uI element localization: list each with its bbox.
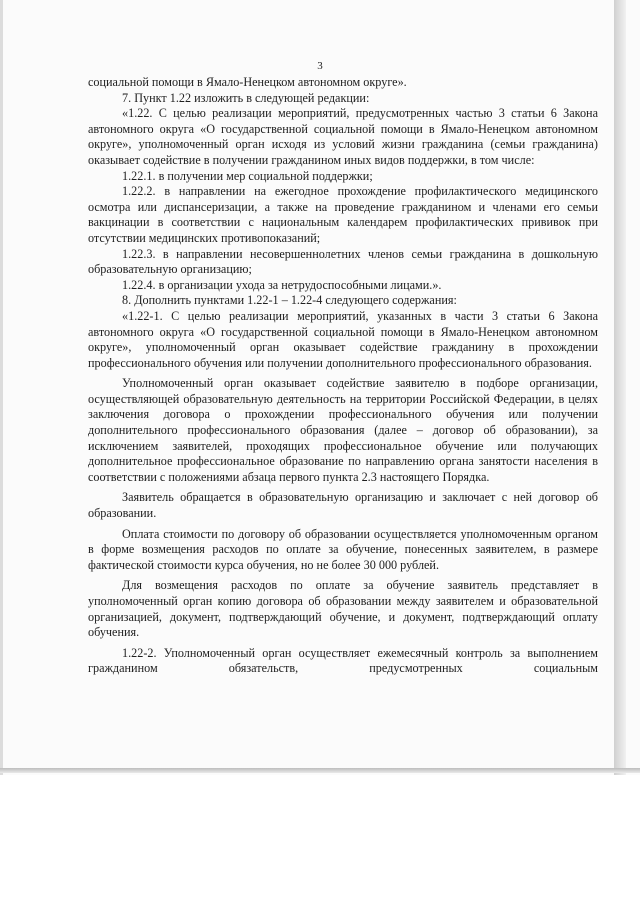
page-edge-bottom — [0, 768, 640, 773]
page-edge-right — [614, 0, 626, 775]
paragraph-reimbursement: Для возмещения расходов по оплате за обучение заявитель представляет в уполномоченный орган копию договора об образовании между заявителем и образовательной организацией, документ, подтверждающий обучение, и документ, подтверждающий оплату обучения. — [88, 578, 598, 640]
paragraph-applicant-contract: Заявитель обращается в образовательную организацию и заключает с ней договор об образовании. — [88, 490, 598, 521]
paragraph-1-22-1: 1.22.1. в получении мер социальной поддержки; — [122, 168, 373, 183]
paragraph-item-7: 7. Пункт 1.22 изложить в следующей редакции: — [122, 90, 370, 105]
paragraph-continuation: социальной помощи в Ямало-Ненецком автономном округе». — [88, 75, 407, 89]
paragraph-item-8: 8. Дополнить пунктами 1.22-1 – 1.22-4 следующего содержания: — [122, 293, 457, 308]
paragraph-payment: Оплата стоимости по договору об образовании осуществляется уполномоченным органом в форме возмещения расходов по оплате за обучение, понесенных заявителем, в размере фактической стоимости курса обучения, но не более 30 000 рублей. — [88, 526, 598, 572]
paragraph-1-22-3: 1.22.3. в направлении несовершеннолетних членов семьи гражданина в дошкольную образовательную организацию; — [88, 246, 598, 277]
paragraph-authority-assistance: Уполномоченный орган оказывает содействие заявителю в подборе организации, осуществляющей образовательную деятельность на территории Российской Федерации, в целях заключения договора о прохождении профессионального обучения или получении дополнительного профессионального образования (далее – договор об образовании), за исключением заявителей, проходящих профессиональное обучение или получающих дополнительное профессиональное образование по направлению органа занятости населения в соответствии с положениями абзаца первого пункта 2.3 настоящего Порядка. — [88, 376, 598, 484]
paragraph-1-22-2: 1.22.2. в направлении на ежегодное прохождение профилактического медицинского осмотра или диспансеризации, а также на проведение гражданином и членами его семьи вакцинации в соответствии с национальным календарем профилактических прививок при отсутствии медицинских противопоказаний; — [88, 184, 598, 245]
paragraph-1-22: «1.22. С целью реализации мероприятий, предусмотренных частью 3 статьи 6 Закона автономного округа «О государственной социальной помощи в Ямало-Ненецком автономном округе», уполномоченный орган исходя из условий жизни гражданина (семьи гражданина) оказывает содействие в получении гражданином иных видов поддержки, в том числе: — [88, 106, 598, 167]
paragraph-1-22-1-new: «1.22-1. С целью реализации мероприятий, указанных в части 3 статьи 6 Закона автономного округа «О государственной социальной помощи в Ямало-Ненецком автономном округе», уполномоченный орган оказывает содействие гражданину в прохождении профессионального обучения или получении дополнительного профессионального образования. — [88, 308, 598, 370]
paragraph-1-22-2-new: 1.22-2. Уполномоченный орган осуществляет ежемесячный контроль за выполнением гражданином обязательств, предусмотренных социальным — [88, 645, 598, 676]
page-number: 3 — [317, 60, 323, 72]
paragraph-1-22-4: 1.22.4. в организации ухода за нетрудоспособными лицами.». — [122, 277, 442, 292]
document-body — [88, 75, 598, 677]
page-edge-left — [0, 0, 3, 775]
